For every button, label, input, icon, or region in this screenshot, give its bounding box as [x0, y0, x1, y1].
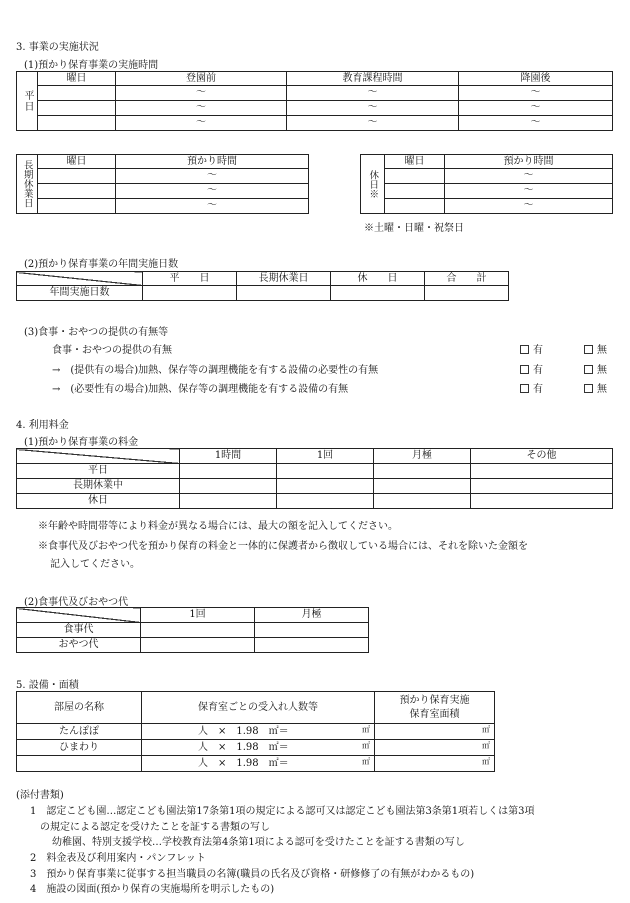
col-header: 1回: [277, 449, 374, 464]
annual-days-table: [16, 271, 509, 301]
col-header: 曜日: [38, 155, 116, 169]
section-4-2-title: (2)食事代及びおやつ代: [24, 597, 129, 608]
fee-cell[interactable]: [471, 479, 613, 494]
attachment-line: 3 預かり保育事業に従事する担当職員の名簿(職員の氏名及び資格・研修修了の有無がわかるもの): [30, 869, 475, 880]
col-header: 長期休業日: [237, 272, 331, 286]
section-5-title: 5. 設備・面積: [16, 680, 79, 691]
header-diagonal-cell: [17, 449, 180, 464]
area-cell[interactable]: ㎡: [375, 740, 495, 756]
days-cell[interactable]: [425, 286, 509, 301]
attachment-line: 4 施設の図面(預かり保育の実施場所を明示したもの): [30, 884, 275, 895]
fee-cell[interactable]: [374, 494, 471, 509]
row-label: おやつ代: [17, 638, 141, 653]
time-cell[interactable]: 〜: [445, 169, 613, 184]
long-vacation-row-label: 長期休業日: [17, 155, 38, 214]
col-header: 降園後: [459, 72, 613, 86]
col-header: その他: [471, 449, 613, 464]
col-header: 登園前: [116, 72, 287, 86]
time-cell[interactable]: 〜: [116, 169, 309, 184]
col-header: 合 計: [425, 272, 509, 286]
col-header: 月極: [255, 608, 369, 623]
time-cell[interactable]: 〜: [116, 199, 309, 214]
day-cell[interactable]: [38, 101, 116, 116]
section-3-title: 3. 事業の実施状況: [16, 42, 99, 53]
holiday-hours-table: [360, 154, 613, 214]
room-name: ひまわり: [17, 740, 142, 756]
weekday-row-label: 平日: [17, 72, 38, 131]
day-cell[interactable]: [385, 199, 445, 214]
col-header: 教育課程時間: [287, 72, 459, 86]
time-cell[interactable]: 〜: [116, 116, 287, 131]
room-name: たんぽぽ: [17, 724, 142, 740]
fee-cell[interactable]: [180, 479, 277, 494]
time-cell[interactable]: 〜: [116, 184, 309, 199]
capacity-formula[interactable]: 人 × 1.98 ㎡＝ ㎡: [142, 740, 375, 756]
col-header: 月極: [374, 449, 471, 464]
col-header: 1回: [141, 608, 255, 623]
room-name[interactable]: [17, 756, 142, 772]
time-cell[interactable]: 〜: [445, 199, 613, 214]
attachment-line: 1 認定こども園…認定こども園法第17条第1項の規定による認可又は認定こども園法第3条第1項若しくは第3項: [30, 806, 535, 817]
col-header: 曜日: [385, 155, 445, 169]
section-3-3-title: (3)食事・おやつの提供の有無等: [24, 327, 169, 338]
time-cell[interactable]: 〜: [116, 101, 287, 116]
col-header: 曜日: [38, 72, 116, 86]
meal-2-no-checkbox[interactable]: 無: [584, 361, 607, 376]
attachment-line: の規定による認定を受けたことを証する書類の写し: [40, 822, 270, 833]
fee-cell[interactable]: [255, 623, 369, 638]
long-vacation-hours-table: [16, 154, 309, 214]
fee-cell[interactable]: [180, 464, 277, 479]
fee-cell[interactable]: [277, 464, 374, 479]
meal-item-2: → (提供有の場合)加熱、保存等の調理機能を有する設備の必要性の有無: [52, 365, 379, 376]
time-cell[interactable]: 〜: [287, 101, 459, 116]
time-cell[interactable]: 〜: [445, 184, 613, 199]
col-header-capacity: 保育室ごとの受入れ人数等: [142, 692, 375, 724]
days-cell[interactable]: [237, 286, 331, 301]
fee-cell[interactable]: [141, 623, 255, 638]
holiday-row-label: 休日※: [361, 155, 385, 214]
day-cell[interactable]: [38, 199, 116, 214]
day-cell[interactable]: [38, 184, 116, 199]
facility-area-table: [16, 691, 495, 772]
fee-cell[interactable]: [277, 479, 374, 494]
time-cell[interactable]: 〜: [459, 101, 613, 116]
fee-cell[interactable]: [471, 494, 613, 509]
fee-cell[interactable]: [374, 464, 471, 479]
col-header-area: 預かり保育実施 保育室面積: [375, 692, 495, 724]
area-cell[interactable]: ㎡: [375, 756, 495, 772]
day-cell[interactable]: [385, 169, 445, 184]
meal-1-no-checkbox[interactable]: 無: [584, 341, 607, 356]
row-label: 休日: [17, 494, 180, 509]
fee-note-2: ※食事代及びおやつ代を預かり保育の料金と一体的に保護者から徴収している場合には、それを除いた金額を: [38, 541, 528, 552]
attachment-line: 幼稚園、特別支援学校…学校教育法第4条第1項による認可を受けたことを証する書類の写し: [52, 837, 465, 848]
row-label: 平日: [17, 464, 180, 479]
capacity-formula[interactable]: 人 × 1.98 ㎡＝ ㎡: [142, 756, 375, 772]
days-cell[interactable]: [331, 286, 425, 301]
row-label: 食事代: [17, 623, 141, 638]
section-3-2-title: (2)預かり保育事業の年間実施日数: [24, 259, 179, 270]
time-cell[interactable]: 〜: [459, 116, 613, 131]
fee-cell[interactable]: [374, 479, 471, 494]
day-cell[interactable]: [38, 86, 116, 101]
capacity-formula[interactable]: 人 × 1.98 ㎡＝ ㎡: [142, 724, 375, 740]
area-cell[interactable]: ㎡: [375, 724, 495, 740]
day-cell[interactable]: [38, 116, 116, 131]
fee-note-1: ※年齢や時間帯等により料金が異なる場合には、最大の額を記入してください。: [38, 521, 398, 532]
fee-cell[interactable]: [277, 494, 374, 509]
fee-cell[interactable]: [180, 494, 277, 509]
section-3-1-title: (1)預かり保育事業の実施時間: [24, 60, 159, 71]
meal-item-1: 食事・おやつの提供の有無: [52, 345, 172, 356]
meal-1-yes-checkbox[interactable]: 有: [520, 341, 543, 356]
meal-3-yes-checkbox[interactable]: 有: [520, 380, 543, 395]
col-header-room: 部屋の名称: [17, 692, 142, 724]
time-cell[interactable]: 〜: [459, 86, 613, 101]
header-diagonal-cell: [17, 608, 141, 623]
meal-3-no-checkbox[interactable]: 無: [584, 380, 607, 395]
col-header: 1時間: [180, 449, 277, 464]
time-cell[interactable]: 〜: [287, 116, 459, 131]
meal-fee-table: [16, 607, 369, 653]
meal-2-yes-checkbox[interactable]: 有: [520, 361, 543, 376]
row-label: 長期休業中: [17, 479, 180, 494]
day-cell[interactable]: [385, 184, 445, 199]
col-header: 休 日: [331, 272, 425, 286]
day-cell[interactable]: [38, 169, 116, 184]
time-cell[interactable]: 〜: [287, 86, 459, 101]
row-label: 年間実施日数: [17, 286, 143, 301]
attachment-line: 2 料金表及び利用案内・パンフレット: [30, 853, 206, 864]
section-4-title: 4. 利用料金: [16, 420, 69, 431]
attachments-title: (添付書類): [16, 790, 64, 801]
header-diagonal-cell: [17, 272, 143, 286]
col-header: 預かり時間: [445, 155, 613, 169]
section-4-1-title: (1)預かり保育事業の料金: [24, 437, 139, 448]
fee-table: [16, 448, 613, 509]
fee-cell[interactable]: [141, 638, 255, 653]
days-cell[interactable]: [143, 286, 237, 301]
time-cell[interactable]: 〜: [116, 86, 287, 101]
fee-cell[interactable]: [255, 638, 369, 653]
meal-item-3: → (必要性有の場合)加熱、保存等の調理機能を有する設備の有無: [52, 384, 349, 395]
fee-cell[interactable]: [471, 464, 613, 479]
col-header: 平 日: [143, 272, 237, 286]
weekday-hours-table: [16, 71, 613, 131]
col-header: 預かり時間: [116, 155, 309, 169]
fee-note-3: 記入してください。: [50, 559, 140, 570]
holiday-note: ※土曜・日曜・祝祭日: [364, 223, 464, 234]
